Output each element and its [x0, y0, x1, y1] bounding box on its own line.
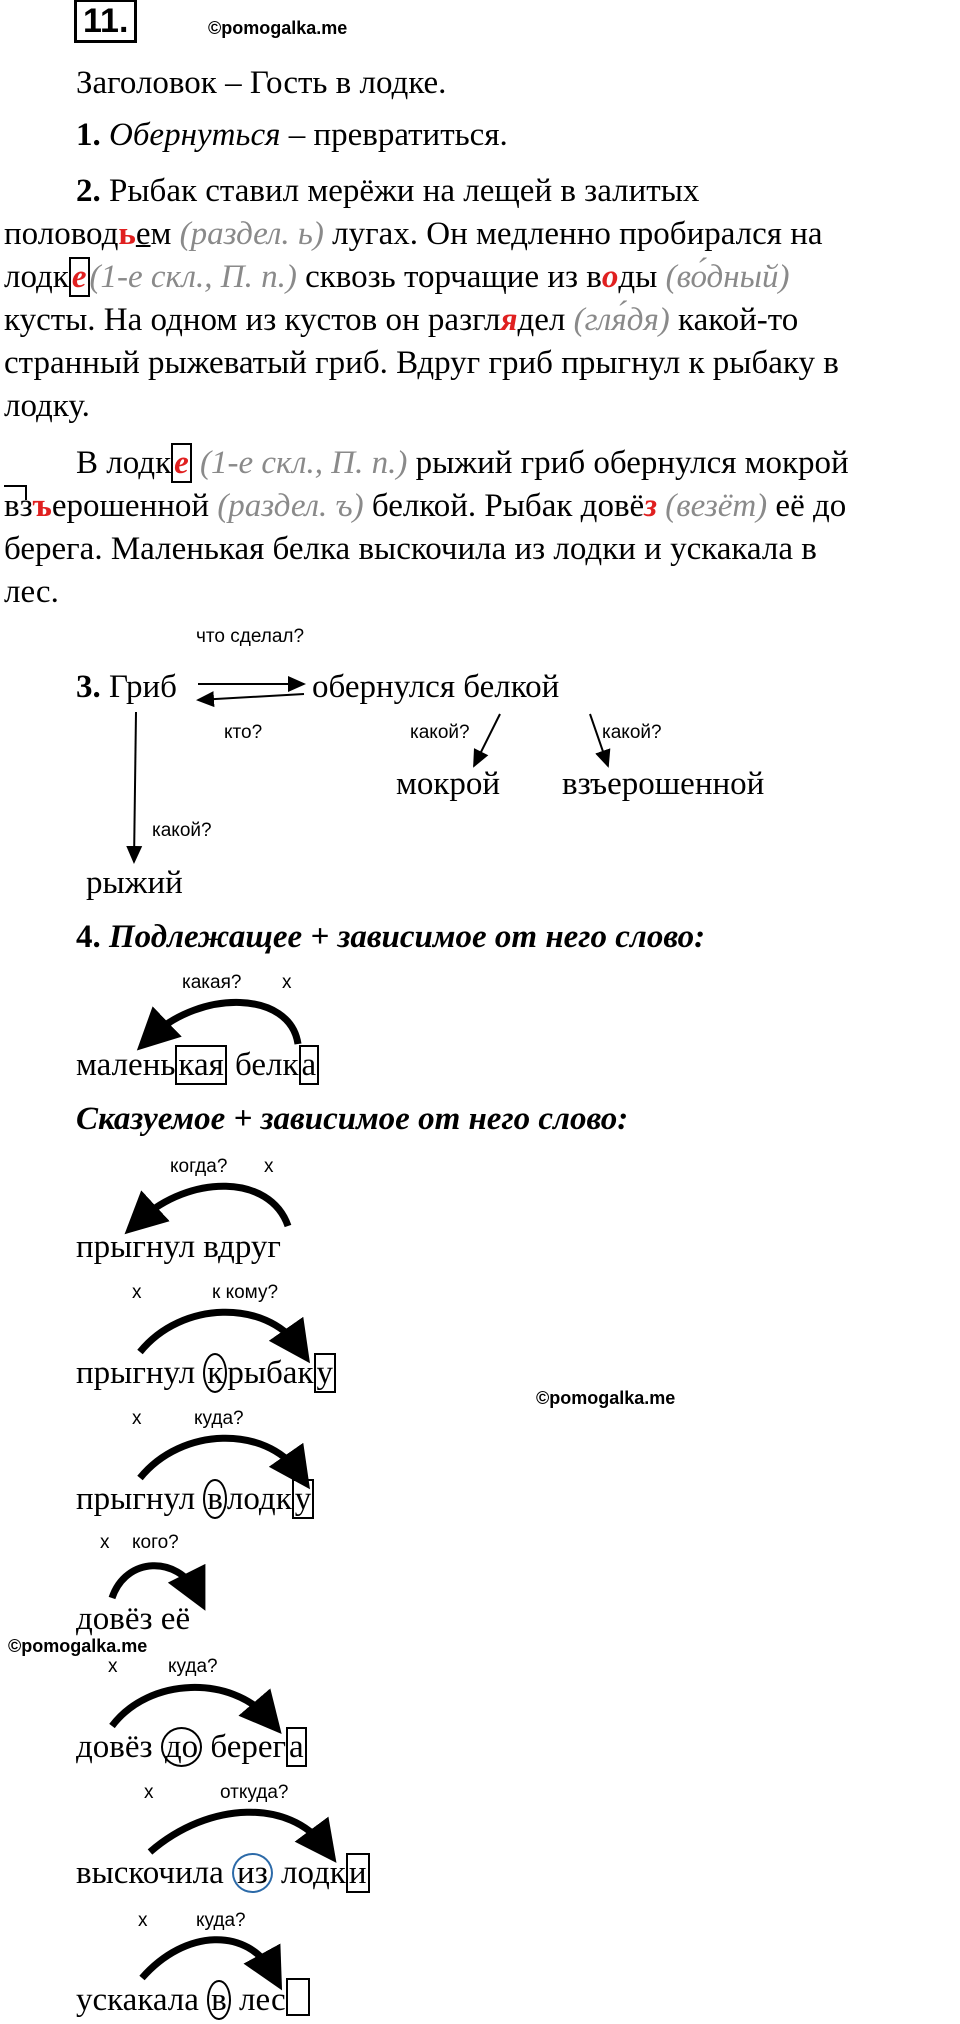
item-2-line-4: кусты. На одном из кустов он разглядел (гля́дя) какой-то	[4, 302, 799, 338]
p8-question: куда?	[196, 1910, 246, 1931]
watermark-top: ©pomogalka.me	[208, 18, 348, 38]
p3-question: к кому?	[212, 1282, 279, 1303]
arrow-to-wet	[474, 714, 500, 766]
watermark-bottom: ©pomogalka.me	[8, 1636, 148, 1656]
arc-p3	[140, 1312, 298, 1352]
word-red: рыжий	[86, 865, 183, 901]
para-3-line-1: В лодке (1-е скл., П. п.) рыжий гриб обернулся мокрой	[76, 445, 849, 481]
p5-x: х	[100, 1532, 110, 1553]
item-2-line-3: лодке(1-е скл., П. п.) сквозь торчащие из воды (во́дный)	[4, 259, 790, 295]
phrase-jumped-to-fisherman: прыгнул к рыбаку	[76, 1352, 336, 1394]
p1-x: х	[282, 972, 292, 993]
p6-question: куда?	[168, 1656, 218, 1677]
p2-x: х	[264, 1156, 274, 1177]
p7-x: х	[144, 1782, 154, 1803]
title-line: Заголовок – Гость в лодке.	[76, 65, 447, 101]
question-which-2: какой?	[602, 722, 662, 743]
phrase-galloped-into-forest: ускакала в лес	[76, 1978, 310, 2021]
item-3-predicate: обернулся белкой	[312, 669, 560, 705]
item-2-line-5: странный рыжеватый гриб. Вдруг гриб прыгнул к рыбаку в	[4, 345, 839, 381]
phrase-jumped-suddenly: прыгнул вдруг	[76, 1229, 281, 1265]
arc-p7	[150, 1812, 324, 1852]
phrase-brought-her: довёз её	[76, 1601, 191, 1637]
word-wet: мокрой	[396, 766, 501, 802]
item-2-line-6: лодку.	[4, 388, 90, 424]
question-which-3: какой?	[152, 820, 212, 841]
para-indent-marker	[4, 486, 26, 500]
p6-x: х	[108, 1656, 118, 1677]
item-4-heading-2: Сказуемое + зависимое от него слово:	[76, 1101, 629, 1137]
phrase-jumped-into-boat: прыгнул в лодку	[76, 1478, 314, 1520]
watermark-middle: ©pomogalka.me	[536, 1388, 676, 1408]
arc-p1	[152, 1002, 298, 1044]
p3-x: х	[132, 1282, 142, 1303]
item-2-line-1: 2. Рыбак ставил мерёжи на лещей в залитых	[76, 173, 700, 209]
item-2-line-2: половодьем (раздел. ь) лугах. Он медленно пробирался на	[4, 216, 823, 252]
arc-p6	[112, 1687, 268, 1726]
arc-p5	[112, 1566, 196, 1598]
question-what-did: что сделал?	[196, 626, 305, 647]
item-3-subject: 3. Гриб	[76, 669, 177, 705]
item-1: 1. Обернуться – превратиться.	[76, 117, 508, 153]
p2-question: когда?	[170, 1156, 228, 1177]
p8-x: х	[138, 1910, 148, 1931]
para-3-line-4: лес.	[4, 574, 59, 610]
p4-question: куда?	[194, 1408, 244, 1429]
para-3-line-2: взъерошенной (раздел. ъ) белкой. Рыбак довёз (везёт) её до	[4, 488, 847, 524]
p7-question: откуда?	[220, 1782, 289, 1803]
p5-question: кого?	[132, 1532, 179, 1553]
arc-p2	[140, 1186, 288, 1226]
task-number: 11.	[74, 2, 137, 40]
phrase-jumped-out-of-boat: выскочила из лодки	[76, 1852, 370, 1894]
phrase-brought-to-shore: довёз до берега	[76, 1726, 307, 1768]
arc-p8	[142, 1940, 272, 1978]
p1-question: какая?	[182, 972, 242, 993]
p4-x: х	[132, 1408, 142, 1429]
item-4-heading: 4. Подлежащее + зависимое от него слово:	[76, 919, 706, 955]
arrow-to-red	[134, 712, 136, 862]
question-who: кто?	[224, 722, 263, 743]
phrase-little-squirrel: маленькая белка	[76, 1044, 319, 1086]
arrow-predicate-to-subject	[198, 694, 304, 700]
arc-p4	[140, 1438, 298, 1478]
arrow-to-ruffled	[590, 714, 608, 766]
question-which-1: какой?	[410, 722, 470, 743]
para-3-line-3: берега. Маленькая белка выскочила из лодки и ускакала в	[4, 531, 817, 567]
word-ruffled: взъерошенной	[562, 766, 765, 802]
